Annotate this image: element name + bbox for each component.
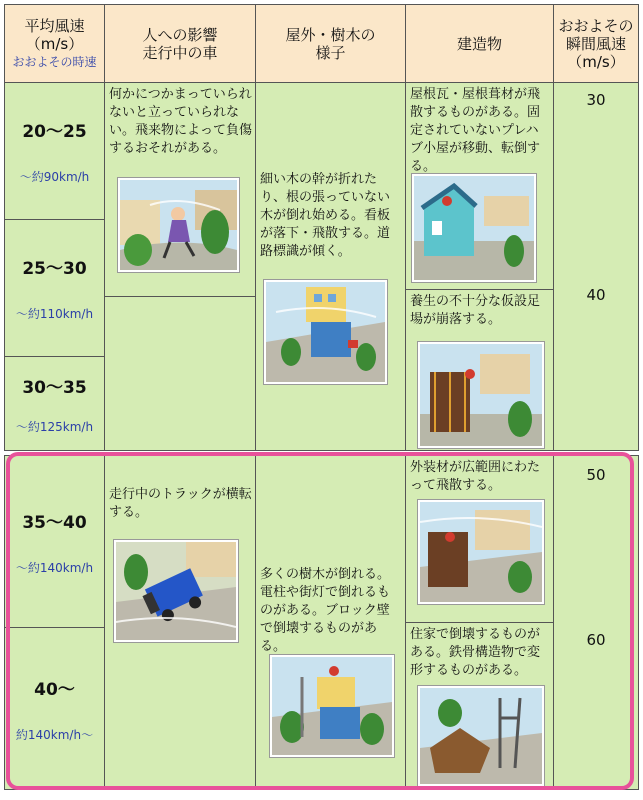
gust-lower-cell [553,455,639,790]
header-wind-speed-title: 平均風速 [24,16,85,35]
speed-range: 35〜40 [22,512,87,533]
people-middle-cell [104,296,256,451]
illustration-trees-signs [264,280,387,384]
gust-50: 50 [586,466,606,484]
illustration-scaffold-collapse [418,342,544,448]
building-text-2: 養生の不十分な仮設足場が崩落する。 [410,294,541,327]
gust-upper-cell [553,82,639,451]
header-buildings [405,4,554,83]
header-outdoor-line1: 屋外・樹木の [285,25,376,44]
building-text-3: 外装材が広範囲にわたって飛散する。 [410,460,541,493]
speed-range: 25〜30 [22,259,87,279]
header-wind-speed-kmh: おおよその時速 [12,54,97,69]
header-people-line1: 人への影響 [142,25,218,44]
illustration-cladding-scatter [418,500,544,604]
header-gust-line1: おおよその [558,16,634,35]
building-text-4: 住家で倒壊するものがある。鉄骨構造物で変形するものがある。 [410,627,541,678]
illustration-house-collapse [418,686,544,786]
illustration-many-trees-fall [270,655,394,757]
speed-row-3 [4,356,105,451]
building-text-1: 屋根瓦・屋根葺材が飛散するものがある。固定されていないプレハブ小屋が移動、転倒する。 [410,87,541,174]
speed-kmh: ～約110km/h [15,307,94,321]
illustration-roof-damage [412,174,536,282]
speed-kmh: ～約90km/h [19,170,90,184]
outdoor-lower-text: 多くの樹木が倒れる。電柱や街灯で倒れるものがある。ブロック壁で倒壊するものがある。 [260,567,391,654]
header-buildings-title: 建造物 [456,34,502,53]
header-people [104,4,256,83]
gust-40: 40 [586,286,606,304]
header-gust [553,4,639,83]
header-outdoor-line2: 様子 [315,43,346,62]
header-wind-speed-unit: （m/s） [25,34,84,53]
illustration-truck-overturn [114,540,238,642]
speed-row-4 [4,455,105,628]
people-lower-text: 走行中のトラックが横転する。 [109,487,252,520]
speed-kmh: 約140km/h～ [15,727,94,742]
gust-60: 60 [586,631,606,649]
people-upper-text: 何かにつかまっていられないと立っていられない。飛来物によって負傷するおそれがある。 [109,87,253,156]
outdoor-upper-text: 細い木の幹が折れたり、根の張っていない木が倒れ始める。看板が落下・飛散する。道路標識が傾く。 [260,172,391,259]
speed-row-2 [4,219,105,357]
speed-range: 30〜35 [22,377,87,398]
speed-row-1 [4,82,105,220]
speed-kmh: ～約140km/h [15,560,94,575]
speed-range: 20〜25 [22,122,87,142]
speed-range: 40〜 [34,679,75,700]
header-wind-speed [4,4,105,83]
header-people-line2: 走行中の車 [142,43,218,62]
illustration-person-blown [118,178,239,272]
header-outdoor [255,4,406,83]
speed-row-5 [4,627,105,790]
header-gust-line3: （m/s） [567,52,625,71]
gust-30: 30 [586,91,606,109]
speed-kmh: ～約125km/h [15,419,94,434]
outdoor-upper-cell [255,82,406,451]
header-gust-line2: 瞬間風速 [565,34,626,53]
